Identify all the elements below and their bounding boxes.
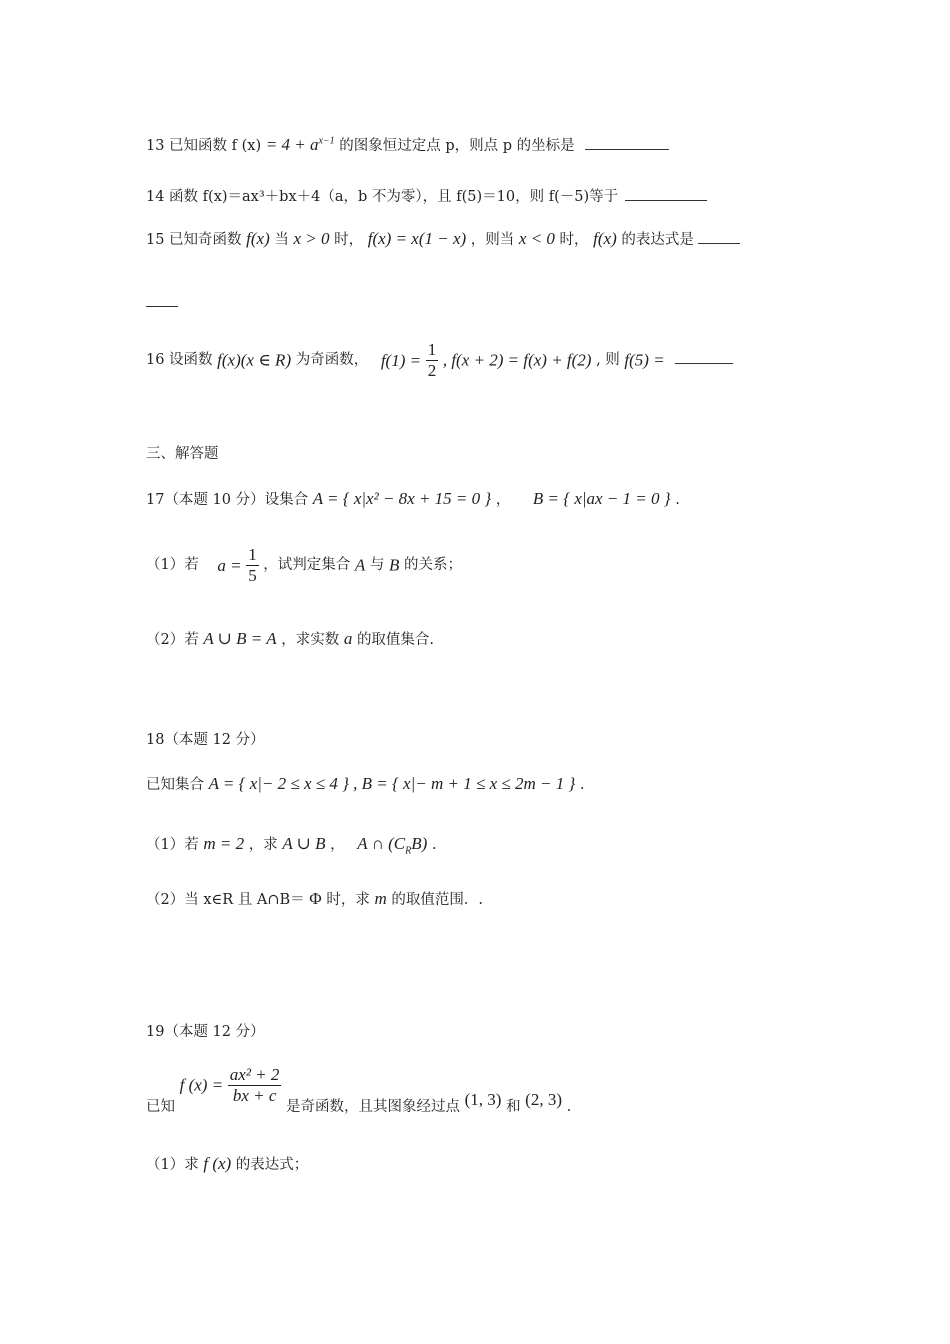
q15-expr: f(x) = x(1 − x) (367, 229, 467, 248)
q15-time2: 时， (559, 232, 589, 248)
q16-fraction: $\frac{1}{2}$ (427, 340, 437, 380)
q18-period: . (579, 777, 585, 793)
q18-given-text: 已知集合 (146, 777, 204, 793)
q15-time1: 时， (334, 232, 364, 248)
q16-mid: 为奇函数， (295, 351, 369, 368)
q15-when1: 当 (274, 232, 289, 248)
q16-target: f(5) = (624, 350, 665, 370)
q16-lead: 16 设函数 (146, 351, 213, 368)
q17-set-b: B = { x|ax − 1 = 0 } (532, 489, 671, 508)
q17-line (146, 490, 680, 508)
q19-heading: 19（本题 12 分） (146, 1024, 265, 1040)
q19-period: . (566, 1099, 572, 1116)
q15-line (146, 230, 740, 248)
q18-p2-m: m (374, 889, 387, 908)
q17-period: . (675, 492, 680, 508)
q15-f2: f(x) (593, 229, 617, 248)
q17-p2-tail: 的取值集合. (356, 632, 435, 648)
q13-line (146, 136, 669, 154)
q17-part2 (146, 630, 434, 648)
q19-p1-lead: （1）求 (146, 1157, 199, 1173)
q19-given-text: 已知 (146, 1099, 175, 1116)
q16-cond-a: f(1) = (380, 350, 422, 370)
q18-p1-mid: ，求 (248, 837, 278, 853)
q18-heading: 18（本题 12 分） (146, 732, 265, 748)
q15-answer-blank (698, 242, 740, 244)
q17-p2-lead: （2）若 (146, 632, 199, 648)
q17-comma: ， (495, 492, 511, 508)
q18-p1-lead: （1）若 (146, 837, 199, 853)
q13-answer-blank (585, 148, 669, 150)
q19-part1 (146, 1155, 308, 1173)
q16-then: , 则 (596, 351, 620, 368)
q18-p1-union: A ∪ B (282, 834, 326, 853)
q19-point-1: (1, 3) (464, 1090, 502, 1110)
q13-lead: 13 已知函数 f (x) (146, 138, 262, 154)
q18-p2-tail: 的取值范围．. (391, 892, 483, 908)
q17-p2-mid: ，求实数 (281, 632, 340, 648)
q18-sets: A = { x|− 2 ≤ x ≤ 4 } , B = { x|− m + 1 ≤ x ≤ 2m − 1 } (208, 774, 576, 793)
q15-f1: f(x) (246, 229, 270, 248)
q18-part1 (146, 835, 436, 856)
q14-line (146, 190, 707, 205)
q19-p1-tail: 的表达式； (235, 1157, 309, 1173)
q17-p1-tail: 的关系； (404, 556, 463, 573)
q16-line (146, 340, 733, 380)
q17-p1-mid: ，试判定集合 (263, 556, 351, 573)
q19-p1-f: f (x) (203, 1154, 232, 1173)
q17-p1-set-b: B (389, 555, 400, 575)
q17-set-a: A = { x|x² − 8x + 15 = 0 } (312, 489, 492, 508)
q17-p1-set-a: A (354, 555, 366, 575)
q15-answer-blank-continued (146, 305, 178, 307)
q16-cond-b: , f(x + 2) = f(x) + f(2) (442, 350, 592, 370)
q19-fraction: $\frac{\text{ax² + 2}}{bx + c}$ (229, 1065, 280, 1105)
q17-p1-fraction: $\frac{1}{5}$ (248, 545, 257, 585)
q15-lead: 15 已知奇函数 (146, 232, 242, 248)
q15-cond1: x > 0 (293, 229, 330, 248)
q17-p1-and: 与 (369, 556, 385, 573)
q17-p2-a: a (343, 629, 353, 648)
q17-p1-a: a = (217, 555, 242, 575)
q15-when2: ，则当 (470, 232, 515, 248)
q18-part2 (146, 890, 483, 908)
q17-p2-expr: A ∪ B = A (203, 629, 277, 648)
q14-answer-blank (625, 199, 707, 201)
q19-f-lhs: f (x) = (179, 1075, 224, 1095)
q18-p1-intersection: A ∩ $(C_RB)$ (357, 834, 428, 857)
q19-point-2: (2, 3) (525, 1090, 562, 1110)
q18-p1-period: . (431, 837, 437, 853)
q14-text: 14 函数 f(x)＝ax³＋bx＋4（a，b 不为零），且 f(5)＝10，则 f(－5)等于 (146, 189, 619, 205)
q18-p2-mid: 时，求 (326, 892, 370, 908)
q17-lead: 17（本题 10 分）设集合 (146, 492, 309, 508)
q19-mid: 是奇函数，且其图象经过点 (286, 1099, 461, 1116)
q18-p2-text: （2）当 x∈R 且 A∩B＝ (146, 892, 305, 908)
q13-tail: 的图象恒过定点 p，则点 p 的坐标是 (339, 138, 575, 154)
q18-p1-comma: ， (330, 837, 345, 853)
q17-p1-lead: （1）若 (146, 556, 199, 573)
q15-cond2: x < 0 (518, 229, 555, 248)
q15-tail: 的表达式是 (621, 232, 694, 248)
q19-given (146, 1065, 571, 1115)
q16-answer-blank (675, 362, 733, 364)
q19-and: 和 (506, 1099, 521, 1116)
q17-part1 (146, 545, 462, 585)
q13-formula: = $4 + a^{x-1}$ (265, 135, 335, 154)
q18-p1-m: m = 2 (203, 834, 245, 853)
section-heading: 三、解答题 (146, 446, 219, 462)
q18-given (146, 775, 584, 793)
q16-func: f(x)(x ∈ R) (217, 350, 292, 370)
q18-p2-phi: Φ (309, 889, 322, 908)
